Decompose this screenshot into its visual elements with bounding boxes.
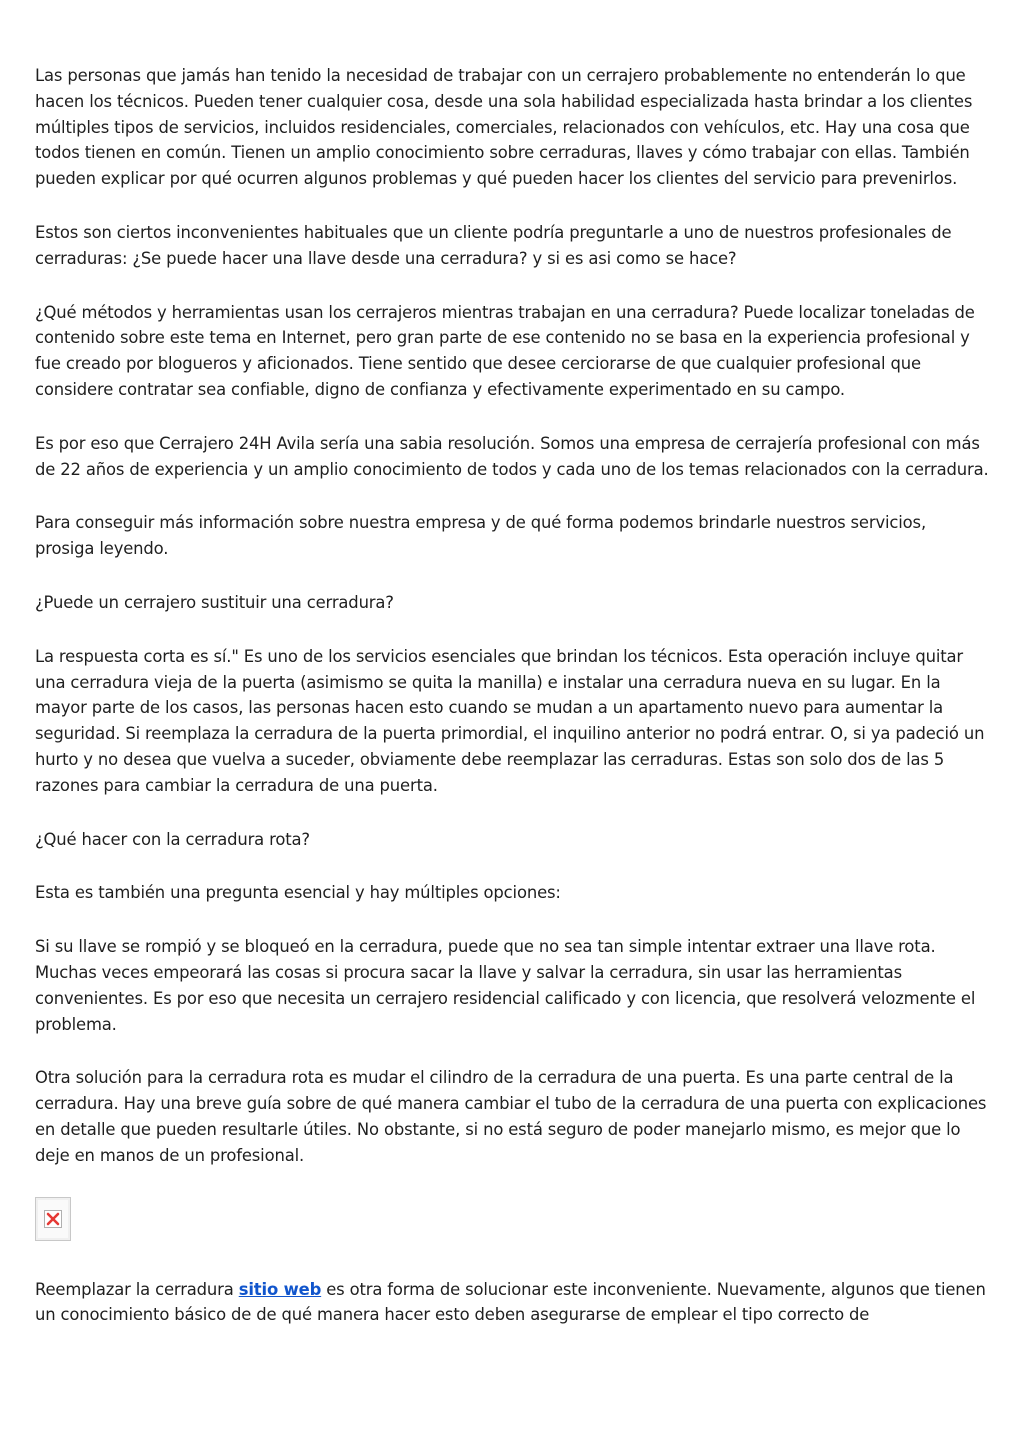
paragraph-common-questions: Estos son ciertos inconvenientes habituales que un cliente podría preguntarle a uno de nuestros profesionales de cerraduras: ¿Se puede hacer una llave desde una cerradura? y si es asi como se hace? <box>35 222 952 268</box>
question-replace-lock: ¿Puede un cerrajero sustituir una cerradura? <box>35 592 394 612</box>
final-text-before-link: Reemplazar la cerradura <box>35 1279 239 1299</box>
paragraph-keep-reading: Para conseguir más información sobre nuestra empresa y de qué forma podemos brindarle nuestros servicios, prosiga leyendo. <box>35 513 927 559</box>
close-x-icon <box>44 1210 62 1228</box>
paragraph-cylinder-change: Otra solución para la cerradura rota es mudar el cilindro de la cerradura de una puerta. Es una parte central de la cerradura. Hay una breve guía sobre de qué manera cambiar el tubo de la cerradura de una puerta con explicaciones en detalle que pueden resultarle útiles. No obstante, si no está seguro de poder manejarlo mismo, es mejor que lo deje en manos de un profesional. <box>35 1068 987 1165</box>
question-broken-lock: ¿Qué hacer con la cerradura rota? <box>35 829 310 849</box>
paragraph-options: Esta es también una pregunta esencial y hay múltiples opciones: <box>35 883 561 903</box>
final-text-after-link: es otra forma de solucionar este inconveniente. Nuevamente, algunos que tienen un conocimiento básico de de qué manera hacer esto deben asegurarse de emplear el tipo correcto de <box>35 1279 986 1325</box>
paragraph-company-intro: Es por eso que Cerrajero 24H Avila sería una sabia resolución. Somos una empresa de cerrajería profesional con más de 22 años de experiencia y un amplio conocimiento de todos y cada uno de los temas relacionados con la cerradura. <box>35 433 989 479</box>
paragraph-intro: Las personas que jamás han tenido la necesidad de trabajar con un cerrajero probablemente no entenderán lo que hacen los técnicos. Pueden tener cualquier cosa, desde una sola habilidad especializada hasta brindar a los clientes múltiples tipos de servicios, incluidos residenciales, comerciales, relacionados con vehículos, etc. Hay una cosa que todos tienen en común. Tienen un amplio conocimiento sobre cerraduras, llaves y cómo trabajar con ellas. También pueden explicar por qué ocurren algunos problemas y qué pueden hacer los clientes del servicio para prevenirlos. <box>35 66 973 189</box>
sitio-web-link[interactable]: sitio web <box>238 1279 322 1299</box>
paragraph-short-answer: La respuesta corta es sí." Es uno de los servicios esenciales que brindan los técnicos. Esta operación incluye quitar una cerradura vieja de la puerta (asimismo se quita la manilla) e instalar una cerradura nueva en su lugar. En la mayor parte de los casos, las personas hacen esto cuando se mudan a un apartamento nuevo para aumentar la seguridad. Si reemplaza la cerradura de la puerta primordial, el inquilino anterior no podrá entrar. O, si ya padeció un hurto y no desea que vuelva a suceder, obviamente debe reemplazar las cerraduras. Estas son solo dos de las 5 razones para cambiar la cerradura de una puerta. <box>35 646 985 795</box>
paragraph-broken-key: Si su llave se rompió y se bloqueó en la cerradura, puede que no sea tan simple intentar extraer una llave rota. Muchas veces empeorará las cosas si procura sacar la llave y salvar la cerradura, sin usar las herramientas convenientes. Es por eso que necesita un cerrajero residencial calificado y con licencia, que resolverá velozmente el problema. <box>35 937 976 1034</box>
broken-image-icon <box>35 1197 71 1241</box>
paragraph-methods-tools: ¿Qué métodos y herramientas usan los cerrajeros mientras trabajan en una cerradura? Puede localizar toneladas de contenido sobre este tema en Internet, pero gran parte de ese contenido no se basa en la experiencia profesional y fue creado por blogueros y aficionados. Tiene sentido que desee cerciorarse de que cualquier profesional que considere contratar sea confiable, digno de confianza y efectivamente experimentado en su campo. <box>35 302 975 399</box>
document-body <box>35 63 990 1356</box>
paragraph-replace-lock-website <box>35 1277 990 1329</box>
